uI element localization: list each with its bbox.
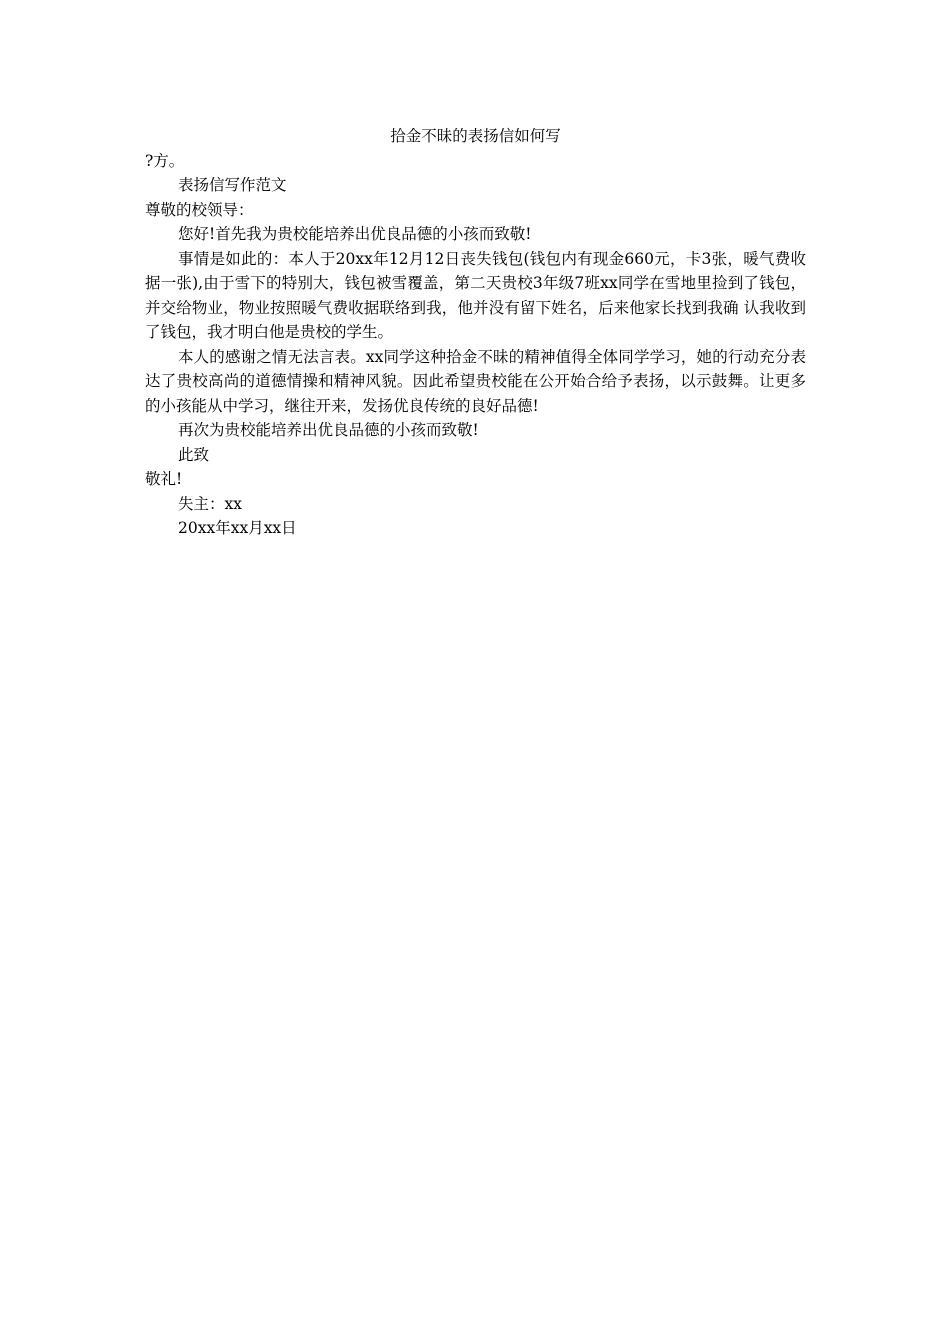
letter-signature: 失主：xx — [178, 494, 242, 513]
text-fragment: ?方。 — [145, 151, 185, 170]
letter-salutation: 尊敬的校领导： — [145, 200, 254, 219]
letter-date: 20xx年xx月xx日 — [178, 519, 297, 537]
letter-closing-1: 此致 — [178, 445, 210, 464]
letter-paragraph-repeat: 再次为贵校能培养出优良品德的小孩而致敬! — [178, 421, 479, 439]
letter-paragraph-incident: 事情是如此的：本人于20xx年12月12日丧失钱包(钱包内有现金660元，卡3张，暖气费收据一张),由于雪下的特别大，钱包被雪覆盖，第二天贵校3年级7班xx同学在雪地里捡到了钱包，并交给物业，物业按照暖气费收据联络到我，他并没有留下姓名，后来他家长找到我确 认我收到了钱包，我才明白他是贵校的学生。 — [145, 249, 806, 341]
letter-document — [145, 124, 806, 541]
letter-closing-2: 敬礼! — [145, 470, 183, 488]
document-title: 拾金不昧的表扬信如何写 — [390, 127, 561, 145]
letter-paragraph-thanks: 本人的感谢之情无法言表。xx同学这种拾金不昧的精神值得全体同学学习，她的行动充分表达了贵校高尚的道德情操和精神风貌。因此希望贵校能在公开始合给予表扬，以示鼓舞。让更多的小孩能从中学习，继往开来，发扬优良传统的良好品德! — [145, 347, 806, 415]
letter-greeting: 您好!首先我为贵校能培养出优良品德的小孩而致敬! — [178, 225, 532, 243]
letter-subtitle: 表扬信写作范文 — [178, 176, 287, 194]
